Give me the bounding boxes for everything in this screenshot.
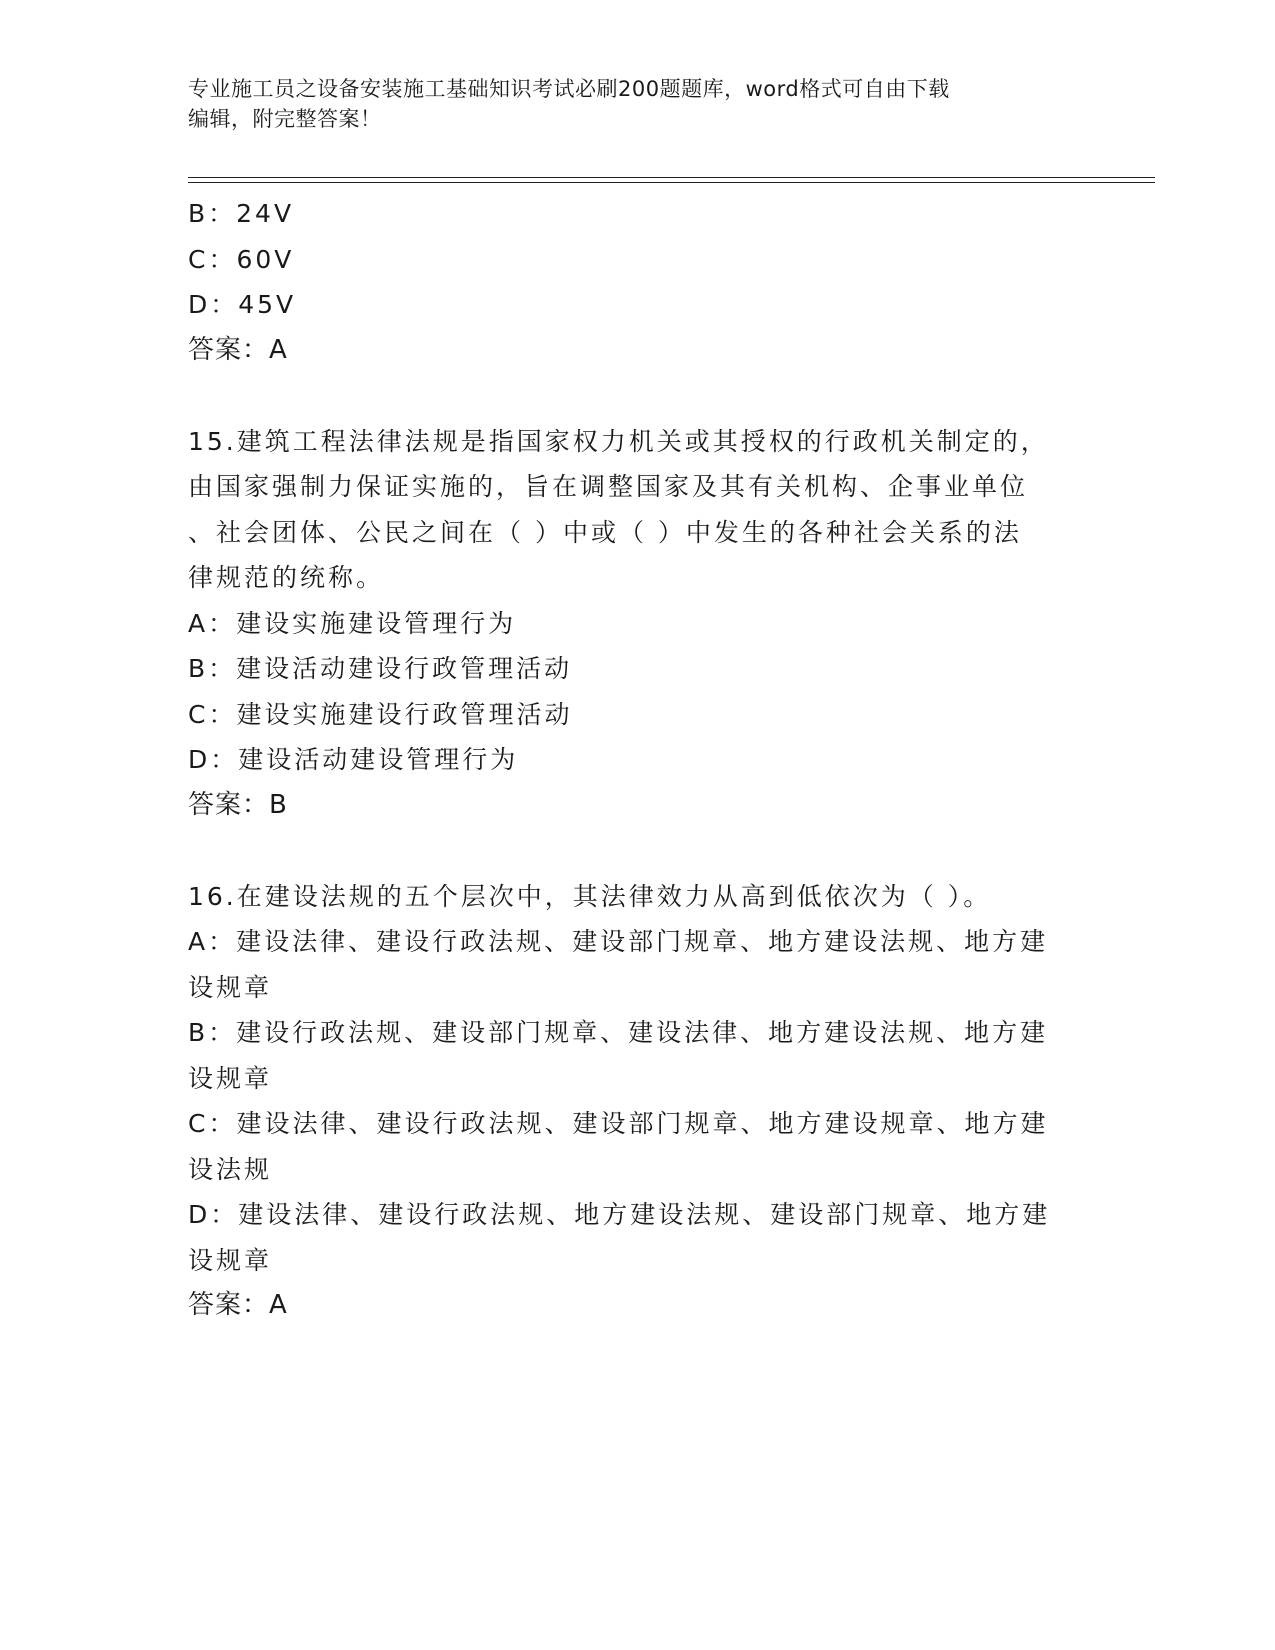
answer-line: 答案：B [188, 789, 288, 820]
question-content [188, 191, 1088, 1329]
option-a-continued: 设规章 [188, 972, 273, 1002]
option-b-continued: 设规章 [188, 1063, 273, 1093]
option-b: B：24V [188, 199, 295, 228]
option-d: D：建设活动建设管理行为 [188, 745, 519, 774]
header-divider-bottom [188, 182, 1155, 183]
answer-line: 答案：A [188, 1290, 288, 1320]
option-c: C：60V [188, 244, 295, 274]
question-stem-line: 16.在建设法规的五个层次中，其法律效力从高到低依次为（ ）。 [188, 881, 992, 911]
option-d-continued: 设规章 [188, 1245, 273, 1275]
option-a: A：建设法律、建设行政法规、建设部门规章、地方建设法规、地方建 [188, 927, 1049, 956]
option-a: A：建设实施建设管理行为 [188, 608, 517, 638]
option-c: C：建设实施建设行政管理活动 [188, 699, 573, 729]
question-stem-line: 15.建筑工程法律法规是指国家权力机关或其授权的行政机关制定的， [188, 426, 1049, 456]
question-16-block [188, 874, 1088, 1329]
answer-line: 答案：A [188, 334, 288, 365]
document-header [188, 74, 1088, 134]
spacer [188, 828, 1088, 874]
spacer [188, 373, 1088, 419]
question-stem-line: 、社会团体、公民之间在（ ）中或（ ）中发生的各种社会关系的法 [188, 517, 1022, 547]
question-15-block [188, 419, 1088, 829]
prev-question-block [188, 191, 1088, 373]
option-b: B：建设活动建设行政管理活动 [188, 654, 573, 683]
question-stem-line: 由国家强制力保证实施的，旨在调整国家及其有关机构、企事业单位 [188, 472, 1029, 501]
option-c: C：建设法律、建设行政法规、建设部门规章、地方建设规章、地方建 [188, 1109, 1049, 1138]
header-title-line-1: 专业施工员之设备安装施工基础知识考试必刷200题题库，word格式可自由下载 [188, 77, 950, 101]
option-b: B：建设行政法规、建设部门规章、建设法律、地方建设法规、地方建 [188, 1018, 1049, 1047]
option-c-continued: 设法规 [188, 1154, 273, 1184]
question-stem-line: 律规范的统称。 [188, 563, 385, 592]
header-divider-top [188, 177, 1155, 178]
option-d: D：建设法律、建设行政法规、地方建设法规、建设部门规章、地方建 [188, 1200, 1051, 1229]
header-title-line-2: 编辑，附完整答案！ [188, 107, 382, 131]
option-d: D：45V [188, 290, 297, 319]
